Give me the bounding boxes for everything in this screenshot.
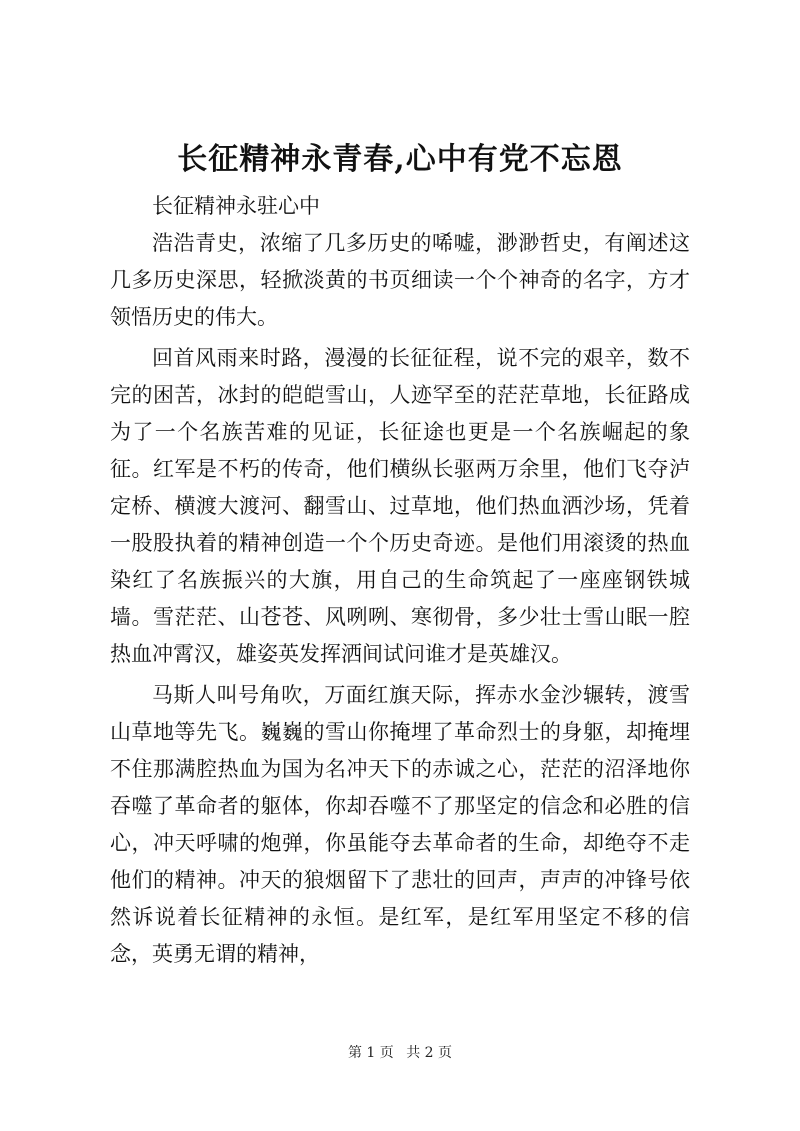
paragraph-1: 浩浩青史，浓缩了几多历史的唏嘘，渺渺哲史，有阐述这几多历史深思，轻掀淡黄的书页细读一个个神奇的名字，方才领悟历史的伟大。 — [110, 231, 690, 329]
paragraph-2: 回首风雨来时路，漫漫的长征征程，说不完的艰辛，数不完的困苦，冰封的皑皑雪山，人迹罕至的茫茫草地，长征路成为了一个名族苦难的见证，长征途也更是一个名族崛起的象征。红军是不朽的传奇，他们横纵长驱两万余里，他们飞夺泸定桥、横渡大渡河、翻雪山、过草地，他们热血洒沙场，凭着一股股执着的精神创造一个个历史奇迹。是他们用滚烫的热血染红了名族振兴的大旗，用自己的生命筑起了一座座钢铁城墙。雪茫茫、山苍苍、风咧咧、寒彻骨，多少壮士雪山眠一腔热血冲霄汉，雄姿英发挥洒间试问谁才是英雄汉。 — [110, 346, 690, 666]
page-number: 第 1 页 — [347, 1045, 394, 1061]
page-footer — [0, 1043, 800, 1063]
page-total: 共 2 页 — [406, 1045, 453, 1061]
document-title: 长征精神永青春,心中有党不忘恩 — [177, 142, 623, 177]
paragraph-3: 马斯人叫号角吹，万面红旗天际，挥赤水金沙辗转，渡雪山草地等先飞。巍巍的雪山你掩埋了革命烈士的身躯，却掩埋不住那满腔热血为国为名冲天下的赤诚之心，茫茫的沼泽地你吞噬了革命者的躯体，你却吞噬不了那坚定的信念和必胜的信心，冲天呼啸的炮弹，你虽能夺去革命者的生命，却绝夺不走他们的精神。冲天的狼烟留下了悲壮的回声，声声的冲锋号依然诉说着长征精神的永恒。是红军，是红军用坚定不移的信念，英勇无谓的精神， — [110, 683, 690, 966]
document-body — [110, 188, 690, 973]
document-subtitle: 长征精神永驻心中 — [152, 194, 320, 218]
